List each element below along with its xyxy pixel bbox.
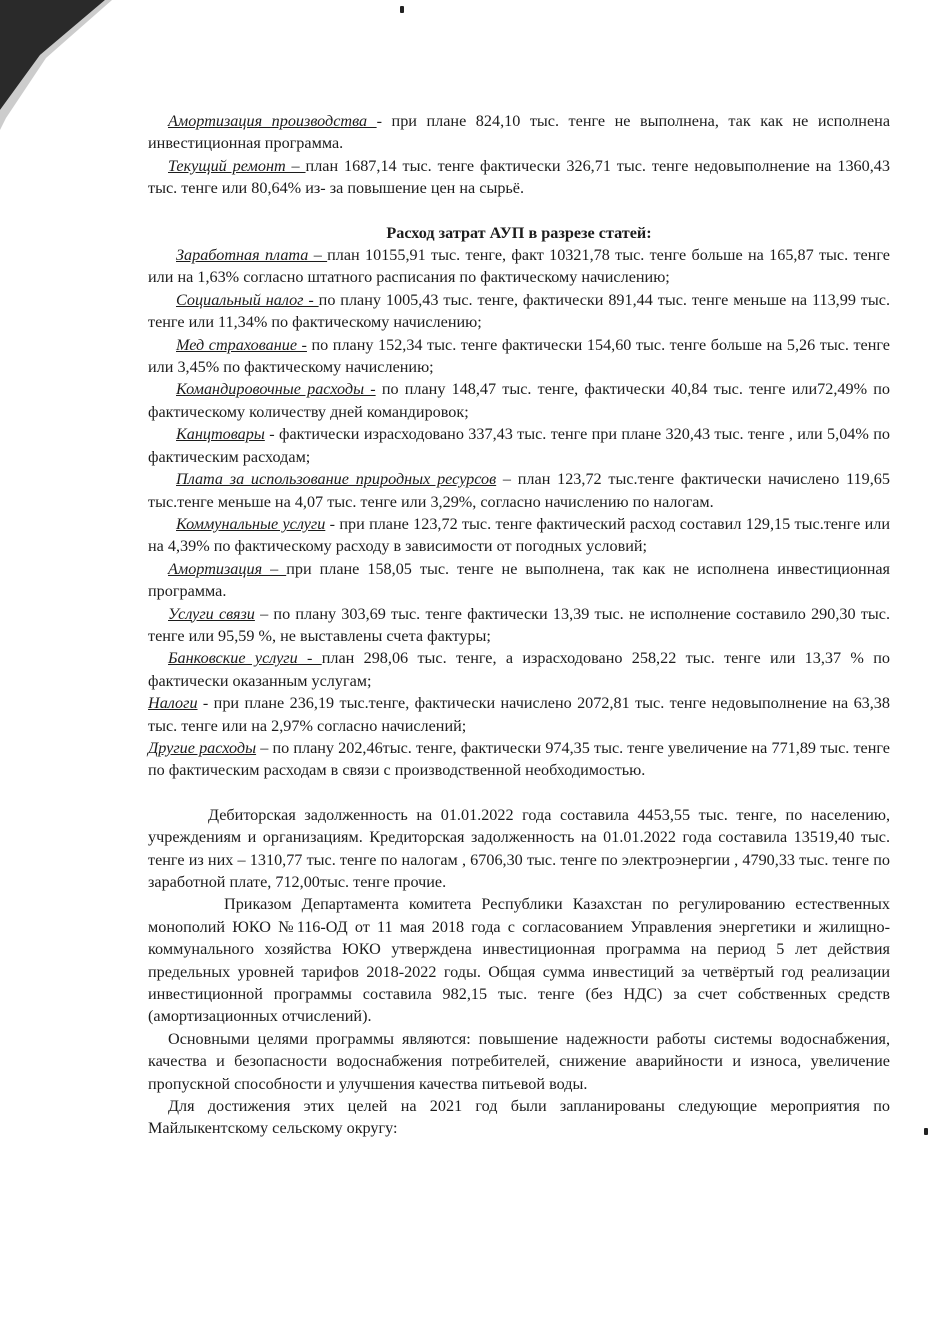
expense-term: Заработная плата – [176,246,328,265]
expense-term: Налоги [148,694,198,713]
paragraph-current-repair [148,155,890,200]
expense-text: план 298,06 тыс. тенге, а израсходовано 258,22 тыс. тенге или 13,37 % по фактически оказанным услугам; [148,649,890,690]
section-title: Расход затрат АУП в разрезе статей: [386,223,652,242]
text-amortization-production: - при плане 824,10 тыс. тенге не выполнена, так как не исполнена инвестиционная программа. [148,112,890,153]
expense-text: - при плане 236,19 тыс.тенге, фактически начислено 2072,81 тыс. тенге недовыполнение на 63,38 тыс. тенге или на 2,97% согласно начислений; [148,694,890,735]
expense-term: Командировочные расходы - [176,380,376,399]
expense-term: Социальный налог - [176,290,319,309]
expense-item-natural-resources [148,468,890,513]
scan-mark-right [924,1128,928,1135]
expense-text: по плану 1005,43 тыс. тенге, фактически 891,44 тыс. тенге меньше на 113,99 тыс. тенге или 11,34% по фактическому начислению; [148,290,890,332]
term-amortization-production: Амортизация производства [168,112,377,130]
expense-item-medical-insurance [148,334,890,379]
expense-text: при плане 158,05 тыс. тенге не выполнена, так как не исполнена инвестиционная программа. [148,559,890,601]
paragraph-amortization-production [148,110,890,155]
expense-term: Банковские услуги - [168,649,322,668]
expense-term: Мед страхование - [176,335,307,354]
expense-item-travel [148,378,890,423]
expense-text: – по плану 202,46тыс. тенге, фактически 974,35 тыс. тенге увеличение на 771,89 тыс. тенге по фактическим расходам в связи с производственной необходимостью. [148,738,890,780]
expense-text: - при плане 123,72 тыс. тенге фактический расход составил 129,15 тыс.тенге или на 4,39% по фактическому расходу в зависимости от погодных условий; [148,514,890,556]
expense-term: Плата за использование природных ресурсов [176,470,497,489]
expense-item-amortization [148,558,890,603]
expense-text: по плану 148,47 тыс. тенге, фактически 40,84 тыс. тенге или72,49% по фактическому количеству дней командировок; [148,380,890,421]
expense-item-communication [148,603,890,648]
order-paragraph: Приказом Департамента комитета Республики Казахстан по регулированию естественных монополий ЮКО №116-ОД от 11 мая 2018 года с согласованием Управления энергетики и жилищно-коммунального хозяйства ЮКО утверждена инвестиционная программа на период 5 лет действия предельных уровней тарифов 2018-2022 годы. Общая сумма инвестиций за четвёртый год реализации инвестиционной программы составила 982,15 тыс. тенге (без НДС) за счет собственных средств (амортизационных отчислений). [148,895,890,1026]
expense-text: - фактически израсходовано 337,43 тыс. тенге при плане 320,43 тыс. тенге , или 5,04% по фактическим расходам; [148,425,890,466]
text-current-repair: план 1687,14 тыс. тенге фактически 326,71 тыс. тенге недовыполнение на 1360,43 тыс. тенге или 80,64% из- за повышение цен на сырьё. [148,156,890,198]
expense-text: план 10155,91 тыс. тенге, факт 10321,78 тыс. тенге больше на 165,87 тыс. тенге или на 1,63% согласно штатного расписания по фактическому начислению; [148,246,890,287]
expense-term: Коммунальные услуги [176,514,326,533]
document-page [148,110,890,1140]
expense-term: Услуги связи [168,604,255,623]
expense-text: по плану 152,34 тыс. тенге фактически 154,60 тыс. тенге больше на 5,26 тыс. тенге или 3,45% по фактическому начислению; [148,335,890,377]
expense-term: Амортизация – [168,559,287,578]
expense-item-salary [148,244,890,289]
expense-item-other [148,737,890,782]
expense-item-bank-services [148,647,890,692]
expense-item-social-tax [148,289,890,334]
expense-item-stationery [148,423,890,468]
goals-paragraph: Основными целями программы являются: повышение надежности работы системы водоснабжения, качества и безопасности водоснабжения потребителей, снижение аварийности и износа, увеличение пропускной способности и улучшения качества питьевой воды. [148,1029,890,1093]
scan-mark-top [400,6,404,13]
expense-item-utilities [148,513,890,558]
expense-term: Другие расходы [148,738,257,757]
term-current-repair: Текущий ремонт – [168,156,306,175]
final-paragraph: Для достижения этих целей на 2021 год были запланированы следующие мероприятия по Майлыкентскому сельскому округу: [148,1097,890,1138]
expense-text: – по плану 303,69 тыс. тенге фактически 13,39 тыс. не исполнение составило 290,30 тыс. тенге или 95,59 %, не выставлены счета фактуры; [148,604,890,645]
debt-paragraph: Дебиторская задолженность на 01.01.2022 года составила 4453,55 тыс. тенге, по населению, учреждениям и организациям. Кредиторская задолженность на 01.01.2022 года составила 13519,40 тыс. тенге из них – 1310,77 тыс. тенге по налогам , 6706,30 тыс. тенге по электроэнергии , 4790,33 тыс. тенге по заработной плате, 712,00тыс. тенге прочие. [148,805,890,891]
expense-text: – план 123,72 тыс.тенге фактически начислено 119,65 тыс.тенге меньше на 4,07 тыс. тенге или 3,29%, согласно начислению по налогам. [148,470,890,511]
expense-term: Канцтовары [176,425,265,444]
expense-item-taxes [148,692,890,737]
